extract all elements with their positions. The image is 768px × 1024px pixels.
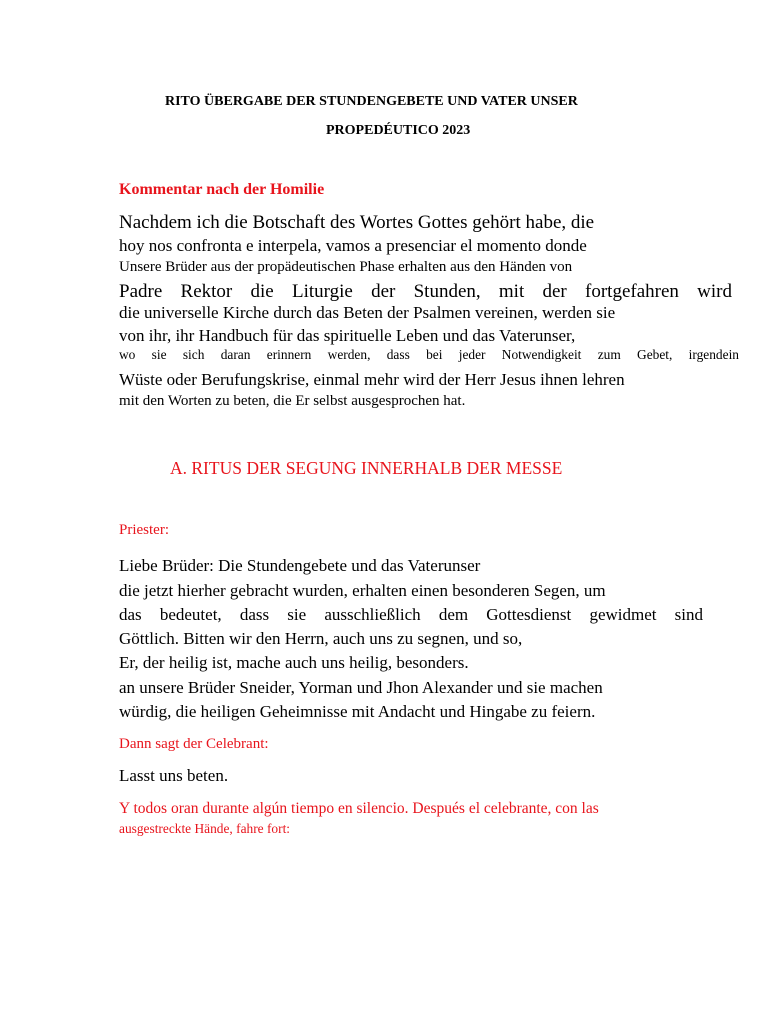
priest-line: Liebe Brüder: Die Stundengebete und das Vaterunser (119, 556, 481, 575)
comment-line: mit den Worten zu beten, die Er selbst ausgesprochen hat. (119, 393, 466, 409)
comment-line: die universelle Kirche durch das Beten der Psalmen vereinen, werden sie (119, 303, 616, 322)
section-heading: A. RITUS DER SEGUNG INNERHALB DER MESSE (170, 458, 563, 478)
priest-label: Priester: (119, 522, 169, 538)
comment-line: Wüste oder Berufungskrise, einmal mehr wird der Herr Jesus ihnen lehren (119, 370, 625, 389)
comment-line: wo sie sich daran erinnern werden, dass bei jeder Notwendigkeit zum Gebet, irgendein (119, 347, 739, 362)
document-title: RITO ÜBERGABE DER STUNDENGEBETE UND VATER UNSER (165, 94, 578, 109)
priest-line: Göttlich. Bitten wir den Herrn, auch uns zu segnen, und so, (119, 629, 523, 648)
comment-line: Unsere Brüder aus der propädeutischen Phase erhalten aus den Händen von (119, 259, 573, 275)
comment-line: hoy nos confronta e interpela, vamos a presenciar el momento donde (119, 236, 587, 255)
comment-heading: Kommentar nach der Homilie (119, 181, 325, 198)
priest-line: das bedeutet, dass sie ausschließlich dem Gottesdienst gewidmet sind (119, 605, 703, 624)
priest-line: die jetzt hierher gebracht wurden, erhalten einen besonderen Segen, um (119, 581, 606, 600)
priest-line: an unsere Brüder Sneider, Yorman und Jhon Alexander und sie machen (119, 678, 603, 697)
comment-line: Padre Rektor die Liturgie der Stunden, mit der fortgefahren wird (119, 281, 732, 302)
comment-line: Nachdem ich die Botschaft des Wortes Gottes gehört habe, die (119, 212, 595, 233)
rubric-line: Y todos oran durante algún tiempo en silencio. Después el celebrante, con las (119, 800, 599, 817)
rubric-line: ausgestreckte Hände, fahre fort: (119, 821, 291, 836)
celebrant-label: Dann sagt der Celebrant: (119, 736, 269, 752)
document-subtitle: PROPEDÉUTICO 2023 (326, 123, 471, 138)
celebrant-text: Lasst uns beten. (119, 766, 229, 785)
comment-line: von ihr, ihr Handbuch für das spirituelle Leben und das Vaterunser, (119, 326, 576, 345)
priest-line: würdig, die heiligen Geheimnisse mit Andacht und Hingabe zu feiern. (119, 702, 596, 721)
priest-line: Er, der heilig ist, mache auch uns heilig, besonders. (119, 653, 469, 672)
